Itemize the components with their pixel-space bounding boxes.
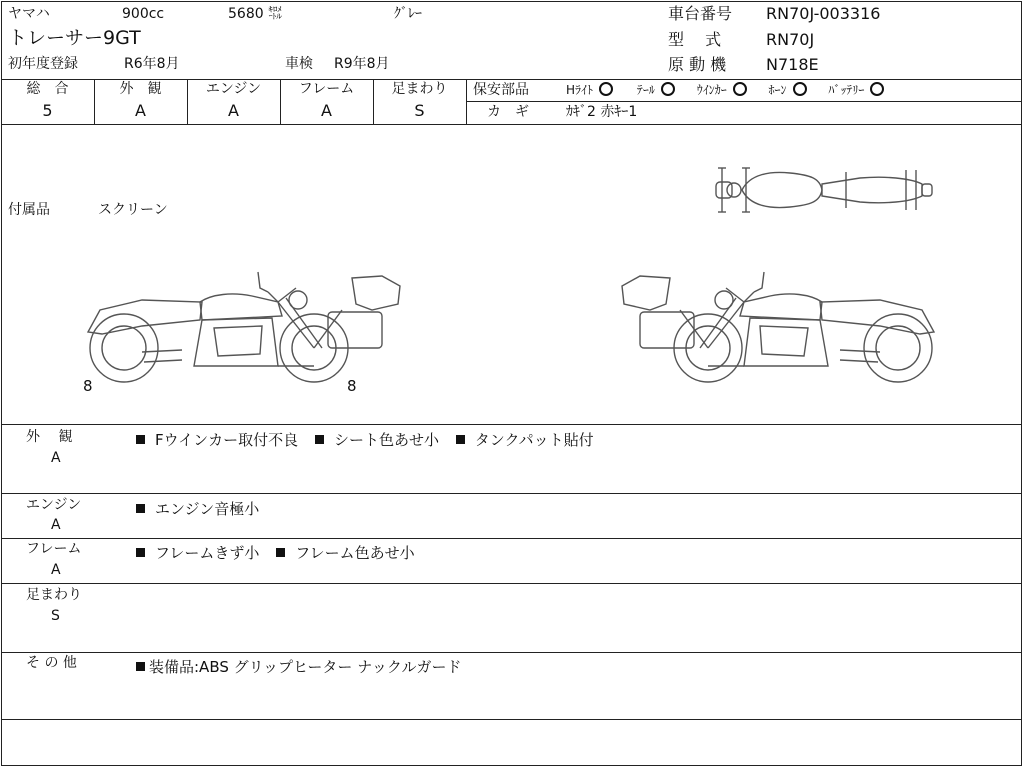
note-item: Fウインカー取付不良 [136,431,298,449]
grade-frame-label: フレーム [298,81,355,97]
maker: ヤマハ [8,6,50,22]
note-item: エンジン音極小 [136,500,259,518]
grade-engine-label: エンジン [205,81,262,97]
left-rear-mark: 8 [347,377,357,395]
section-engine-label: エンジン [26,497,82,513]
motorcycle-left-side-diagram [82,270,402,384]
motorcycle-top-view-diagram [710,164,938,216]
ok-circle-icon [870,82,884,96]
accessories-value: スクリーン [98,202,168,218]
section-engine-notes [136,498,271,519]
bullet-square-icon [136,435,145,444]
grade-overall-value: 5 [42,101,53,120]
safety-winker: ｳｲﾝｶｰ [697,83,747,97]
grade-exterior-label: 外 観 [119,81,162,97]
safety-items [566,82,884,96]
note-item: フレームきず小 [136,544,259,562]
grade-engine-value: A [228,101,239,120]
bullet-square-icon [456,435,465,444]
inspection: R9年8月 [334,56,390,72]
key-label: カ ギ [487,104,529,120]
note-item: フレーム色あせ小 [276,544,414,562]
body-color: ｸﾞﾚｰ [394,6,422,22]
note-item: タンクパット貼付 [456,431,594,449]
section-engine-grade: A [51,517,61,533]
model-name: トレーサー9GT [8,27,141,49]
mileage: 5680 ㌖ [228,6,283,22]
model-code-label: 型 式 [668,30,722,49]
bullet-square-icon [136,548,145,557]
bullet-square-icon [276,548,285,557]
displacement: 900cc [122,6,165,22]
section-exterior-grade: A [51,450,61,466]
frame-no: RN70J-003316 [766,4,881,23]
safety-label: 保安部品 [473,82,529,98]
ok-circle-icon [793,82,807,96]
left-front-mark: 8 [83,377,93,395]
section-frame-notes [136,542,427,563]
ok-circle-icon [733,82,747,96]
accessories-label: 付属品 [8,202,50,218]
engine-code-label: 原 動 機 [668,55,727,74]
engine-code: N718E [766,55,819,74]
ok-circle-icon [661,82,675,96]
grade-suspension-value: S [414,101,425,120]
safety-battery: ﾊﾞｯﾃﾘｰ [828,83,884,97]
safety-tail: ﾃｰﾙ [637,83,675,97]
inspection-label: 車検 [285,56,313,72]
grade-exterior-value: A [135,101,146,120]
section-suspension-grade: S [51,608,60,624]
bullet-square-icon [136,504,145,513]
bullet-square-icon [315,435,324,444]
section-other-label: そ の 他 [26,655,77,671]
safety-horn: ﾎｰﾝ [769,83,807,97]
section-frame-label: フレーム [26,541,82,557]
note-item: シート色あせ小 [315,431,439,449]
section-suspension-label: 足まわり [26,587,82,603]
section-exterior-label: 外 観 [26,429,73,445]
grade-overall-label: 総 合 [26,81,69,97]
safety-headlight: Hﾗｲﾄ [566,83,613,97]
section-exterior-notes [136,429,606,450]
motorcycle-right-side-diagram [620,270,940,384]
note-item: 装備品:ABS グリップヒーター ナックルガード [136,658,461,676]
ok-circle-icon [599,82,613,96]
frame-no-label: 車台番号 [668,4,733,23]
grade-suspension-label: 足まわり [391,81,448,97]
first-registration: R6年8月 [124,56,180,72]
bullet-square-icon [136,662,145,671]
grade-frame-value: A [321,101,332,120]
key-value: ｶｷﾞ2 赤ｷｰ1 [566,104,638,120]
first-registration-label: 初年度登録 [8,56,78,72]
section-other-notes [136,656,473,677]
section-frame-grade: A [51,562,61,578]
model-code: RN70J [766,30,815,49]
